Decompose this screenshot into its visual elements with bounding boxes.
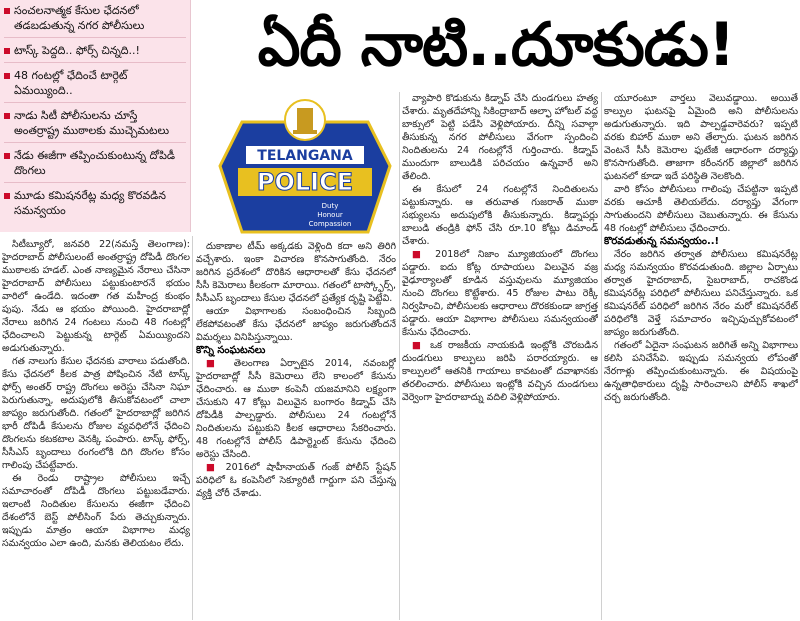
logo-motto: Compassion — [308, 220, 352, 228]
highlight-item — [0, 145, 190, 180]
divider — [192, 236, 193, 620]
paragraph: ■ 2016లో షాహీనాయత్ గంజ్ పోలీస్ స్టేషన్ పరిధిలో ఓ కంపెనీలో సెక్యూరిటీ గార్డుగా పని చేస్తున్న వ్యక్తి చోరీ చేశాడు. — [196, 461, 396, 500]
highlight-text: నాడు సిటీ పోలీసులను చూస్తే అంతర్రాష్ట్ర ముఠాలకు ముచ్చెమటలు — [14, 109, 170, 137]
logo-main-text: POLICE — [256, 168, 354, 196]
divider — [601, 92, 602, 620]
subheading: కొరవడుతున్న సమన్వయం..! — [604, 236, 720, 247]
headline: ఏదీ నాటి..దూకుడు! — [257, 10, 735, 80]
highlights-box — [0, 0, 191, 232]
paragraph: ఆయా విభాగాలకు సంబంధించిన సిబ్బంది లేకపోవటంతో కేసు ఛేదనలో జాప్యం జరుగుతోందనే విమర్శలు వినిపిస్తున్నాయి. — [196, 306, 396, 343]
article-column-3 — [402, 92, 598, 618]
bullet-icon — [4, 48, 10, 54]
bullet-icon — [4, 113, 10, 119]
paragraph: యూరంటూ వార్తలు వెలువడ్డాయి. అయితే కాల్పుల ఘటనపై ఏమైంది అని పోలీసులను అడుగుతున్నారు. ఇది పాల్పడ్డవారెవరు? ఇప్పటి వరకు బిహార్ ముఠా అని తేల్చారు. ఘటన జరిగిన వెంటనే సీసీ కెమెరాల ఫుటేజీ ఆధారంగా దర్యాప్తు కొనసాగుతోంది. తాజాగా కరీంనగర్ జిల్లాలో జరిగిన ఘటనలో కూడా ఇదే పరిస్థితి నెలకొంది. — [604, 93, 798, 182]
paragraph: దుకాణాల టీమ్ అక్కడకు వెళ్లింది కదా అని తిరిగి వచ్చేశారు. ఇంకా విచారణ కొనసాగుతోంది. నేరం జరిగిన ప్రదేశంలో దొరికిన ఆధారాలతో కేసు ఛేదనలో సీసీ కెమెరాలు కీలకంగా మారాయి. గతంలో టాస్క్ఫోర్స్, సీసీఎస్ బృందాలు కేసుల ఛేదనలో ప్రత్యేక దృష్టి పెట్టేవి. — [196, 241, 396, 304]
divider — [4, 102, 186, 103]
paragraph: ఈ రెండు రాష్ట్రాల పోలీసులు ఇచ్చే సమాచారంతో దోపిడీ దొంగలు పట్టుబడేవారు. ఇలాంటి నిందితుల కేసులను ఈజీగా ఛేదించి దేశంలోనే బెస్ట్ పోలీసింగ్ పేరు తెచ్చుకున్నారు. ఇప్పుడు మాత్రం ఆయా విభాగాల మధ్య సమన్వయం ఎలా ఉంది, మనకు తెలియటం లేదు. — [2, 473, 190, 549]
divider — [4, 62, 186, 63]
bullet-icon — [4, 153, 10, 159]
paragraph: గతంలో ఏదైనా సంఘటన జరిగితే అన్ని విభాగాలు కలిసి పనిచేసేవి. ఇప్పుడు సమన్వయ లోపంతో నేరగాళ్లు తప్పించుకుంటున్నారు. ఈ విషయంపై ఉన్నతాధికారులు దృష్టి సారించాలని పోలీస్ శాఖలో చర్చ జరుగుతోంది. — [604, 340, 798, 403]
paragraph: నేరం జరిగిన తర్వాత పోలీసులు కమిషనరేట్ల మధ్య సమన్వయం కొరవడుతుంది. జిల్లాల ఏర్పాటు తర్వాత హైదరాబాద్, సైబరాబాద్, రాచకొండ కమిషనరేట్ల పరిధిలో పోలీసులు పనిచేస్తున్నారు. ఒక కమిషనరేట్ పరిధిలో జరిగిన నేరం మరో కమిషనరేట్ పరిధిలోకి వెళ్తే సమాచారం ఇచ్చిపుచ్చుకోవటంలో జాప్యం జరుగుతోంది. — [604, 249, 798, 338]
bullet-icon — [4, 193, 10, 199]
subheading: కొన్ని సంఘటనలు — [196, 345, 266, 356]
paragraph: సిటీబ్యూరో, జనవరి 22(నమస్తే తెలంగాణ): హైదరాబాద్ పోలీసులంటే అంతర్రాష్ట్ర దోపిడీ దొంగల ముఠాలకు హడల్. ఎంత నాణ్యమైన నేరాలు చేసినా హైదరాబాద్ పోలీసులు పట్టుకుంటారనే భయం వారిలో ఉండేది. ఇదంతా గత మహీంద్ర కుంభం పుపు. నేడు ఆ భయం పోయింది. హైదరాబాద్లో నేరాలు జరిగిన 24 గంటలు నుంచి 48 గంటల్లో ఛేదించాలని పెట్టుకున్న టార్గెట్ ఏమయ్యిందని అడుగుతున్నారు. — [2, 239, 190, 354]
paragraph: వారి కోసం పోలీసులు గాలింపు చేపట్టినా ఇప్పటి వరకు ఆచూకీ తెలియలేదు. దర్యాప్తు వేగంగా సాగుతుందని పోలీసులు చెబుతున్నారు. ఈ కేసును 48 గంటల్లో పోలీసులు ఛేదించారు. — [604, 184, 798, 234]
logo-motto: Honour — [317, 211, 343, 219]
highlight-text: మూడు కమిషనరేట్ల మధ్య కొరవడిన సమన్వయం — [14, 189, 167, 217]
article-column-1 — [2, 238, 190, 618]
divider — [399, 92, 400, 620]
highlight-text: నేడు ఈజీగా తప్పించుకుంటున్న దోపిడీ దొంగలు — [14, 149, 176, 177]
telangana-police-logo — [212, 96, 398, 236]
highlight-item — [0, 185, 190, 220]
paragraph: ■ ఒక రాజకీయ నాయకుడి ఇంట్లోకి చొరబడిన దుండగులు కాల్పులు జరిపి పరారయ్యారు. ఆ కాల్పులలో ఆతనికి గాయాలు కావటంతో దవాఖానకు తరలించారు. పోలీసులు ఇంట్లోకి వచ్చిన దుండగులు వెర్వెంగా హైదరాబాద్ను వదిలి వెళ్లిపోయారు. — [402, 339, 598, 404]
highlight-item — [0, 0, 190, 35]
highlight-item — [0, 65, 190, 100]
bullet-icon — [4, 8, 10, 14]
highlight-item — [0, 40, 190, 60]
article-column-4 — [604, 92, 798, 618]
police-badge-icon — [212, 96, 398, 236]
divider — [4, 37, 186, 38]
article-column-2 — [196, 240, 396, 618]
logo-top-text: TELANGANA — [257, 148, 353, 164]
highlight-item — [0, 105, 190, 140]
highlight-text: 48 గంటల్లో ఛేదించే టార్గెట్ ఏమయ్యింది.. — [14, 69, 128, 97]
highlight-text: టాస్క్ పెద్దది.. ఫోర్స్ చిన్నది..! — [14, 44, 140, 57]
logo-motto: Duty — [321, 202, 339, 210]
divider — [4, 182, 186, 183]
paragraph: వ్యాపారి కొడుకును కిడ్నాప్ చేసి దుండగులు హత్య చేశారు. మృతదేహాన్ని సికింద్రాబాద్ ఆల్ఫా హోటల్ వద్ద బాక్సులో పెట్టి పడేసి వెళ్లిపోయారు. దీన్ని సవాల్గా తీసుకున్న నగర పోలీసులు వేగంగా స్పందించి నిందితులను 24 గంటల్లోనే గుర్తించారు. కిడ్నాప్ ముందుగా బాలుడికి పరిచయం ఉన్నవారే అని తేలింది. — [402, 93, 598, 182]
paragraph: ■ తెలంగాణ ఏర్పాటైన 2014, నవంబర్లో హైదరాబాద్లో సీసీ కెమెరాలు లేని కాలంలో కేసును ఛేదించారు. ఆ ముఠా కంపెనీ యజమానిని లక్ష్యంగా చేసుకుని 47 కోట్లు విలువైన బంగారం కిడ్నాప్ చేసి దోపిడీకి పాల్పడ్డారు. పోలీసులు 24 గంటల్లోనే నిందితులను పట్టుకుని కీలక ఆధారాలు సేకరించారు. 48 గంటల్లోనే పోలీస్ డిపార్ట్మెంట్ కేసును ఛేదించి అరెస్టు చేసింది. — [196, 357, 396, 461]
bullet-icon — [4, 73, 10, 79]
paragraph: ఈ కేసులో 24 గంటల్లోనే నిందితులను పట్టుకున్నారు. ఆ తరువాత గుజరాత్ ముఠా సభ్యులను అదుపులోకి తీసుకున్నారు. కిడ్నాపర్లు బాలుడి తండ్రికి ఫోన్ చేసి రూ.10 కోట్లు డిమాండ్ చేశారు. — [402, 184, 598, 247]
highlight-text: సంచలనాత్మక కేసుల ఛేదనలో తడబడుతున్న నగర పోలీసులు — [14, 4, 145, 32]
paragraph: ■ 2018లో నిజాం మ్యూజియంలో దొంగలు పడ్డారు. ఐదు కోట్ల రూపాయలు విలువైన వజ్ర వైఢూర్యాలతో కూడిన వస్తువులను మ్యూజియం నుంచి దొంగలు కొట్టేశారు. 45 రోజుల పాటు రెక్కీ నిర్వహించి, పోలీసులకు ఆధారాలు దొరకకుండా జాగ్రత్త పడ్డారు. ఆయా విభాగాల పోలీసులు సమన్వయంతో కేసును ఛేదించారు. — [402, 248, 598, 339]
paragraph: గత నాలుగు కేసుల ఛేదనకు వారాలు పడుతోంది. కేసు ఛేదనలో కీలక పాత్ర పోషించిన నేటి టాస్క్ ఫోర్స్ అంతర్ రాష్ట్ర దొంగలు అరెస్టు చేసినా నిఘా పెరుగుతున్నా, అదుపులోకి తీసుకోవటంలో చాలా జాప్యం జరుగుతోంది. గతంలో హైదరాబాద్లో జరిగిన భారీ దోపిడీ కేసులను రోజుల వ్యవధిలోనే ఛేదించి దొంగలను కటకటాల వెనక్కి పంపారు. టాస్క్ ఫోర్స్, సీసీఎస్ బృందాలు రంగంలోకి దిగి దొంగల కోసం గాలింపు చేపట్టేవారు. — [2, 356, 190, 471]
divider — [4, 142, 186, 143]
